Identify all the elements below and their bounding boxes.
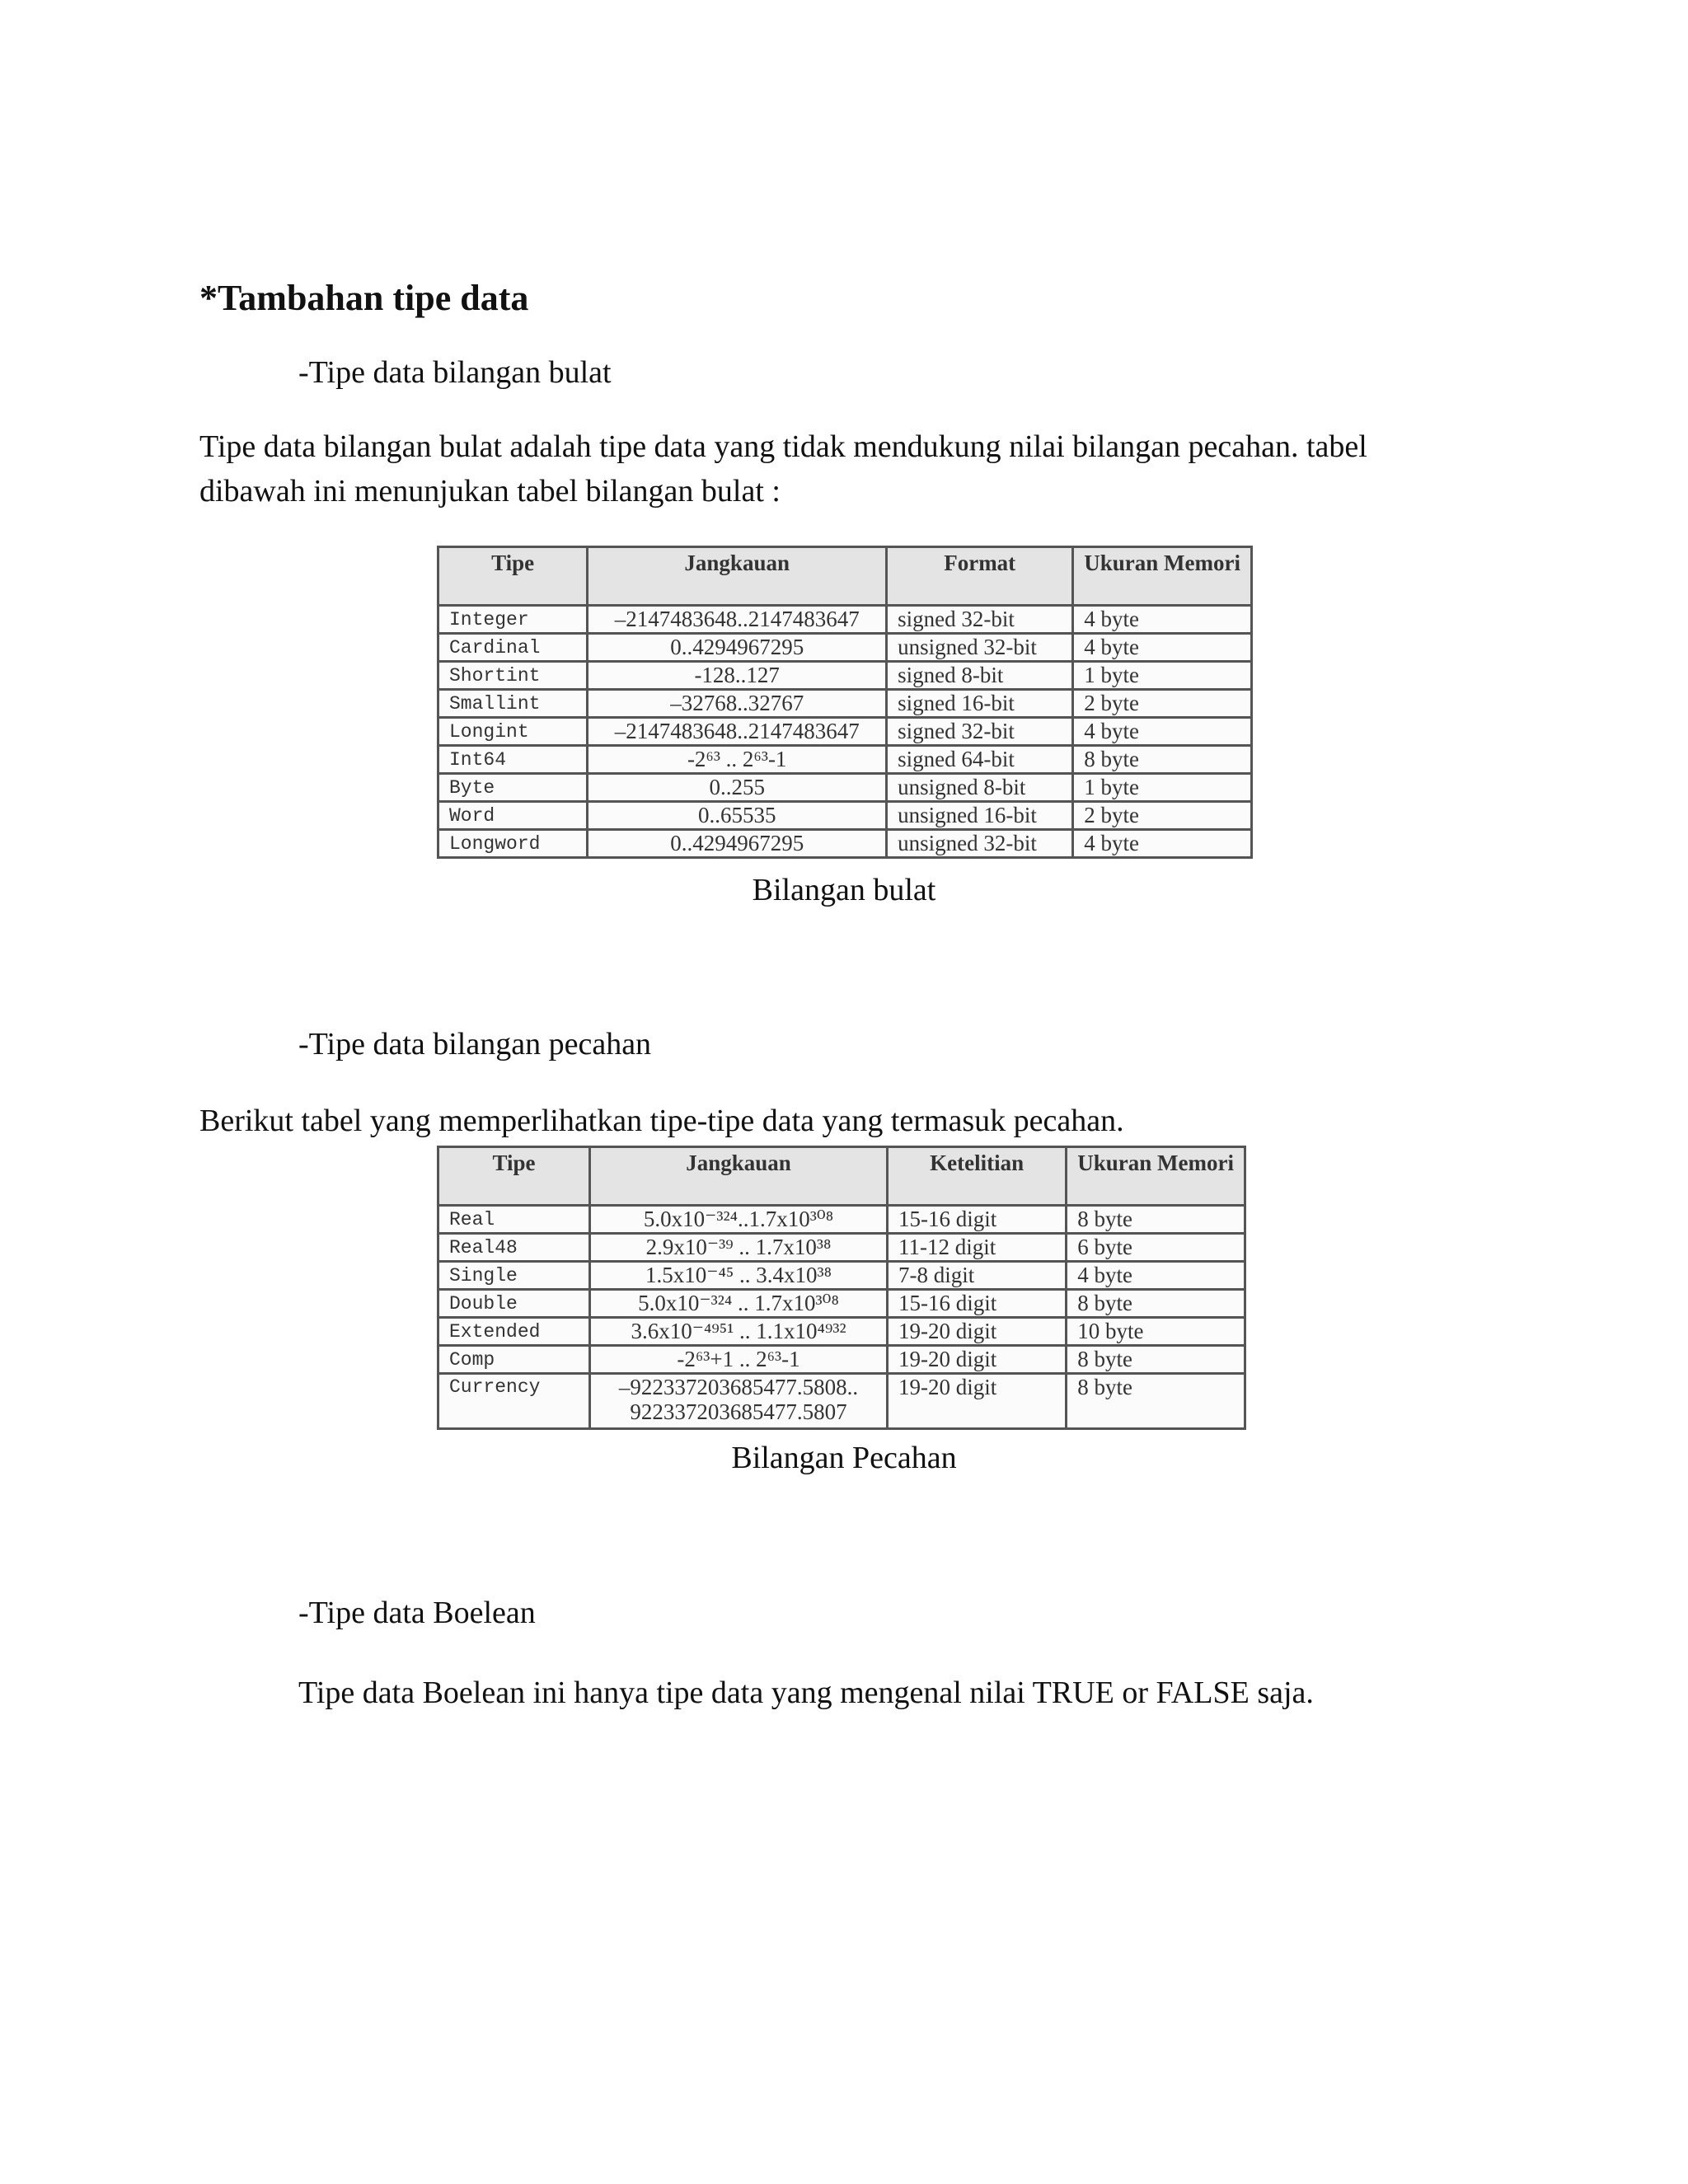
table-row [438, 774, 1252, 802]
column-header-type: Tipe [438, 547, 588, 606]
cell-range: -128..127 [588, 662, 887, 690]
table-row [438, 1346, 1245, 1374]
cell-type: Single [438, 1262, 590, 1290]
cell-detail: 19-20 digit [888, 1318, 1067, 1346]
cell-type: Shortint [438, 662, 588, 690]
table-row [438, 1290, 1245, 1318]
cell-detail: signed 32-bit [887, 718, 1073, 746]
table-row [438, 1206, 1245, 1234]
table-header-row [438, 547, 1252, 606]
cell-range: –922337203685477.5808.. 922337203685477.5807 [590, 1374, 888, 1429]
real-types-table [437, 1146, 1246, 1430]
table-row [438, 1262, 1245, 1290]
cell-detail: 19-20 digit [888, 1346, 1067, 1374]
subheading-boolean: -Tipe data Boelean [298, 1596, 536, 1630]
table-row [438, 662, 1252, 690]
cell-memory: 4 byte [1073, 718, 1252, 746]
table-row [438, 802, 1252, 830]
cell-range: 0..255 [588, 774, 887, 802]
cell-memory: 8 byte [1073, 746, 1252, 774]
table-row [438, 1374, 1245, 1429]
cell-memory: 1 byte [1073, 774, 1252, 802]
column-header-type: Tipe [438, 1147, 590, 1206]
table-row [438, 634, 1252, 662]
cell-memory: 8 byte [1067, 1206, 1245, 1234]
cell-type: Int64 [438, 746, 588, 774]
cell-range: 3.6x10⁻⁴⁹⁵¹ .. 1.1x10⁴⁹³² [590, 1318, 888, 1346]
cell-type: Word [438, 802, 588, 830]
cell-range: 0..4294967295 [588, 634, 887, 662]
paragraph-integer-line2: dibawah ini menunjukan tabel bilangan bulat : [199, 474, 781, 509]
cell-memory: 8 byte [1067, 1346, 1245, 1374]
cell-detail: 7-8 digit [888, 1262, 1067, 1290]
cell-detail: unsigned 8-bit [887, 774, 1073, 802]
cell-type: Real [438, 1206, 590, 1234]
cell-range: 0..65535 [588, 802, 887, 830]
paragraph-real: Berikut tabel yang memperlihatkan tipe-tipe data yang termasuk pecahan. [199, 1104, 1124, 1138]
cell-range: 5.0x10⁻³²⁴..1.7x10³⁰⁸ [590, 1206, 888, 1234]
column-header-memory: Ukuran Memori [1073, 547, 1252, 606]
cell-memory: 2 byte [1073, 802, 1252, 830]
table-row [438, 1318, 1245, 1346]
caption-real-table: Bilangan Pecahan [731, 1441, 957, 1475]
cell-type: Double [438, 1290, 590, 1318]
cell-type: Longint [438, 718, 588, 746]
column-header-memory: Ukuran Memori [1067, 1147, 1245, 1206]
cell-detail: signed 32-bit [887, 606, 1073, 634]
cell-type: Comp [438, 1346, 590, 1374]
cell-detail: 11-12 digit [888, 1234, 1067, 1262]
cell-range: -2⁶³ .. 2⁶³-1 [588, 746, 887, 774]
cell-memory: 4 byte [1073, 606, 1252, 634]
cell-detail: 15-16 digit [888, 1290, 1067, 1318]
paragraph-boolean: Tipe data Boelean ini hanya tipe data yang mengenal nilai TRUE or FALSE saja. [298, 1675, 1314, 1710]
paragraph-integer [199, 424, 1601, 513]
cell-range: –32768..32767 [588, 690, 887, 718]
table-row [438, 606, 1252, 634]
table-row [438, 1234, 1245, 1262]
table-header-row [438, 1147, 1245, 1206]
cell-detail: signed 8-bit [887, 662, 1073, 690]
column-header-format: Format [887, 547, 1073, 606]
cell-type: Byte [438, 774, 588, 802]
table-row [438, 746, 1252, 774]
column-header-range: Jangkauan [590, 1147, 888, 1206]
cell-detail: signed 16-bit [887, 690, 1073, 718]
cell-detail: 19-20 digit [888, 1374, 1067, 1429]
cell-type: Integer [438, 606, 588, 634]
cell-detail: unsigned 32-bit [887, 830, 1073, 858]
cell-memory: 2 byte [1073, 690, 1252, 718]
table-row [438, 718, 1252, 746]
cell-type: Currency [438, 1374, 590, 1429]
cell-detail: 15-16 digit [888, 1206, 1067, 1234]
cell-type: Smallint [438, 690, 588, 718]
cell-memory: 6 byte [1067, 1234, 1245, 1262]
subheading-integer: -Tipe data bilangan bulat [298, 355, 612, 390]
cell-type: Cardinal [438, 634, 588, 662]
cell-detail: unsigned 32-bit [887, 634, 1073, 662]
cell-memory: 1 byte [1073, 662, 1252, 690]
cell-range: 2.9x10⁻³⁹ .. 1.7x10³⁸ [590, 1234, 888, 1262]
cell-range: -2⁶³+1 .. 2⁶³-1 [590, 1346, 888, 1374]
cell-detail: signed 64-bit [887, 746, 1073, 774]
cell-memory: 8 byte [1067, 1290, 1245, 1318]
column-header-range: Jangkauan [588, 547, 887, 606]
caption-integer-table: Bilangan bulat [752, 873, 936, 907]
cell-range: –2147483648..2147483647 [588, 606, 887, 634]
cell-detail: unsigned 16-bit [887, 802, 1073, 830]
real-table-body [438, 1206, 1245, 1429]
cell-type: Longword [438, 830, 588, 858]
cell-type: Extended [438, 1318, 590, 1346]
cell-memory: 10 byte [1067, 1318, 1245, 1346]
cell-range: –2147483648..2147483647 [588, 718, 887, 746]
cell-memory: 4 byte [1067, 1262, 1245, 1290]
cell-type: Real48 [438, 1234, 590, 1262]
cell-memory: 8 byte [1067, 1374, 1245, 1429]
table-row [438, 690, 1252, 718]
integer-types-table [437, 546, 1253, 859]
cell-range: 5.0x10⁻³²⁴ .. 1.7x10³⁰⁸ [590, 1290, 888, 1318]
cell-range: 0..4294967295 [588, 830, 887, 858]
cell-range: 1.5x10⁻⁴⁵ .. 3.4x10³⁸ [590, 1262, 888, 1290]
column-header-precision: Ketelitian [888, 1147, 1067, 1206]
page-heading: *Tambahan tipe data [199, 278, 529, 318]
cell-memory: 4 byte [1073, 830, 1252, 858]
integer-table-body [438, 606, 1252, 858]
paragraph-integer-line1: Tipe data bilangan bulat adalah tipe data yang tidak mendukung nilai bilangan pecahan. tabel [199, 429, 1367, 464]
subheading-real: -Tipe data bilangan pecahan [298, 1027, 652, 1062]
cell-memory: 4 byte [1073, 634, 1252, 662]
table-row [438, 830, 1252, 858]
